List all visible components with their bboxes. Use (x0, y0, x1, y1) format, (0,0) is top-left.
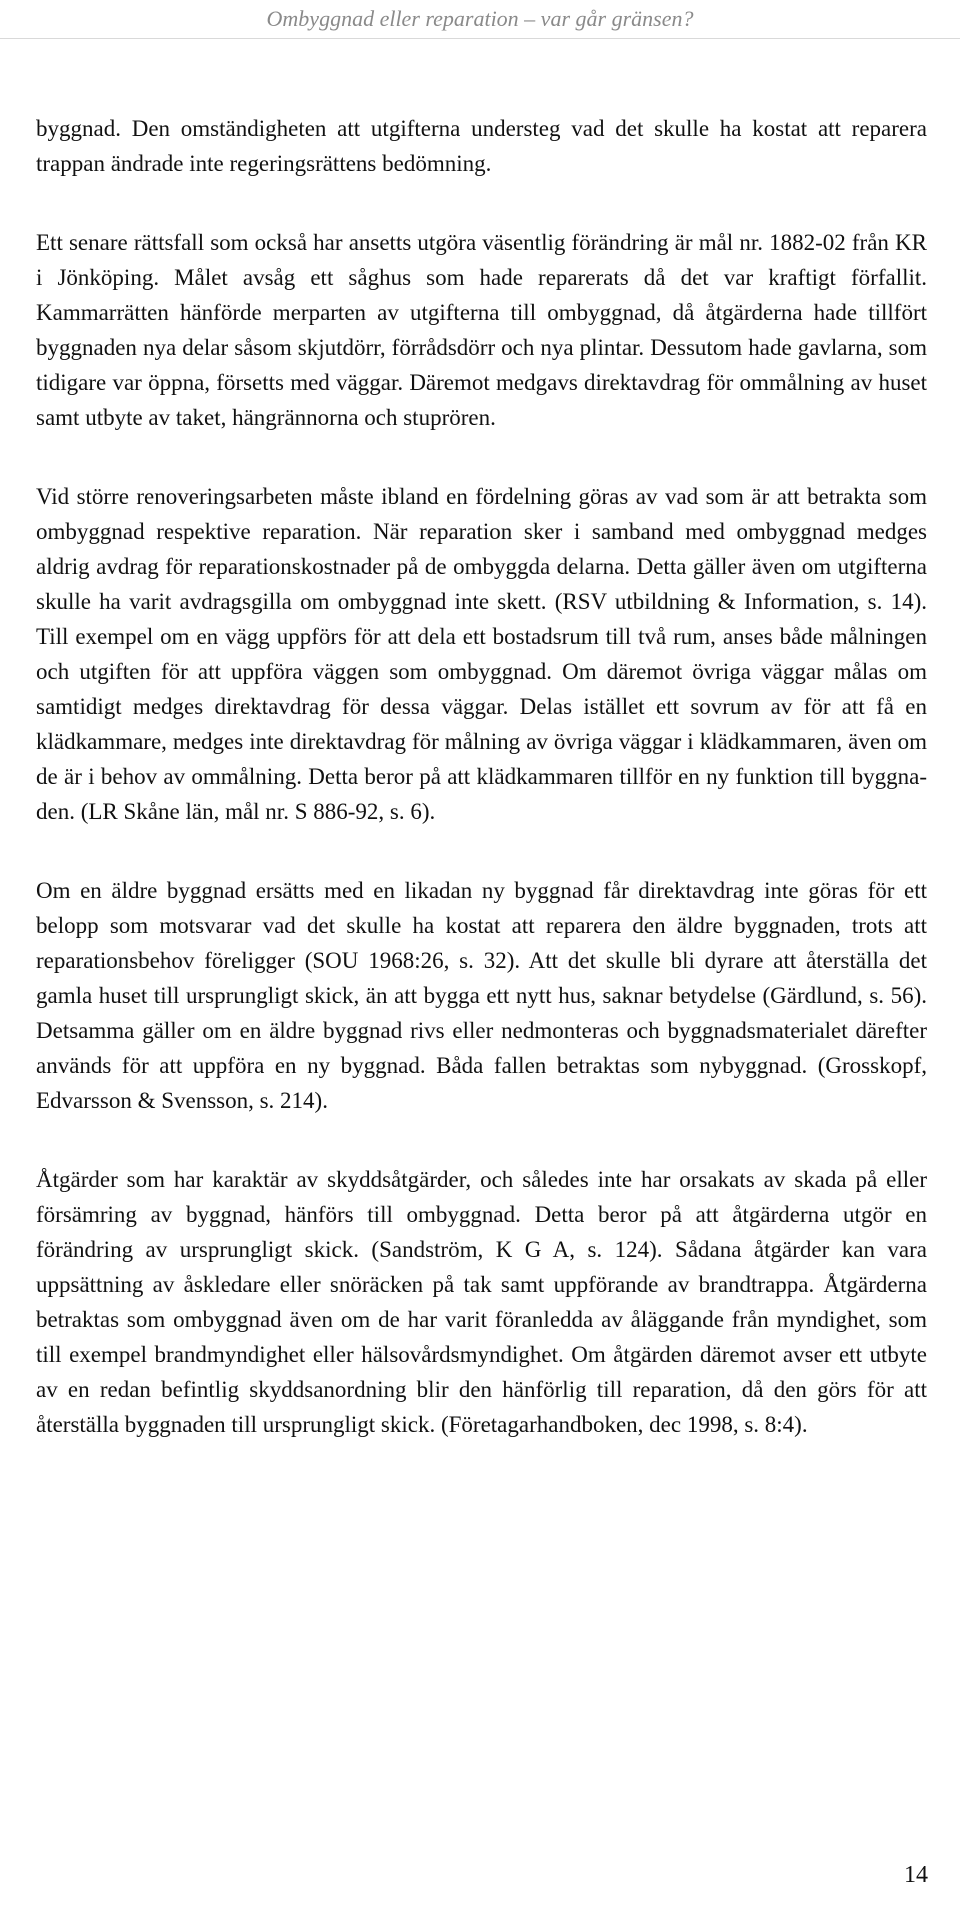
paragraph: Om en äldre byggnad ersätts med en likadan ny byggnad får direktavdrag inte göras för ett belopp som motsvarar vad det skulle ha kostat att reparera den äldre byggnaden, trots att reparationsbehov föreligger (SOU 1968:26, s. 32). Att det skulle bli dyrare att återställa det gamla huset till ursprungligt skick, än att bygga ett nytt hus, saknar betydelse (Gärdlund, s. 56). Detsamma gäller om en äldre byggnad rivs eller nedmonteras och byggnadsmaterialet därefter används för att uppföra en ny byggnad. Båda fallen betraktas som nybyggnad. (Grosskopf, Edvarsson & Svensson, s. 214). (36, 878, 927, 1113)
page-number: 14 (904, 1862, 928, 1888)
header-divider (0, 38, 960, 39)
document-body (36, 111, 927, 1486)
paragraph: Ett senare rättsfall som också har ansetts utgöra väsentlig förändring är mål nr. 1882-02 från KR i Jönköping. Målet avsåg ett såghus som hade reparerats då det var kraftigt förfallit. Kammarrätten hänförde merparten av utgifterna till ombyggnad, då åtgärderna hade tillfört byggnaden nya delar såsom skjutdörr, förrådsdörr och nya plintar. Dessutom hade gavlarna, som tidigare var öppna, försetts med väggar. Däremot medgavs direktavdrag för ommålning av huset samt utbyte av taket, hängrännorna och stuprören. (36, 230, 927, 430)
paragraph: Åtgärder som har karaktär av skyddsåtgärder, och således inte har orsakats av skada på eller försämring av byggnad, hänförs till ombyggnad. Detta beror på att åtgärderna utgör en förändring av ursprungligt skick. (Sandström, K G A, s. 124). Sådana åtgärder kan vara uppsättning av åskledare eller snöräcken på tak samt uppförande av brandtrappa. Åtgärderna betraktas som ombyggnad även om de har varit föranledda av åläggande från myndighet, som till exempel brandmyndighet eller hälsovårdsmyndighet. Om åtgärden däremot avser ett utbyte av en redan befintlig skyddsanordning blir den hänförlig till reparation, då den görs för att återställa byggnaden till ursprungligt skick. (Företagarhandboken, dec 1998, s. 8:4). (36, 1167, 927, 1437)
paragraph: Vid större renoveringsarbeten måste ibland en fördelning göras av vad som är att betrakta som ombyggnad respektive reparation. När reparation sker i samband med ombyggnad medges aldrig avdrag för reparationskostnader på de ombyggda delarna. Detta gäller även om utgifterna skulle ha varit avdragsgilla om ombyggnad inte skett. (RSV utbildning & Information, s. 14). Till exempel om en vägg uppförs för att dela ett bostadsrum till två rum, anses både målningen och utgiften för att uppföra väggen som ombyggnad. Om däremot övriga väggar målas om samtidigt medges direktavdrag för dessa väggar. Delas istället ett sovrum av för att få en klädkammare, medges inte direktavdrag för målning av övriga väggar i klädkammaren, även om de är i behov av ommålning. Detta beror på att klädkammaren tillför en ny funktion till byggnaden. (LR Skåne län, mål nr. S 886-92, s. 6). (36, 484, 927, 824)
paragraph: byggnad. Den omständigheten att utgifterna understeg vad det skulle ha kostat att reparera trappan ändrade inte regeringsrättens bedömning. (36, 116, 927, 176)
running-header: Ombyggnad eller reparation – var går gränsen? (266, 6, 694, 31)
